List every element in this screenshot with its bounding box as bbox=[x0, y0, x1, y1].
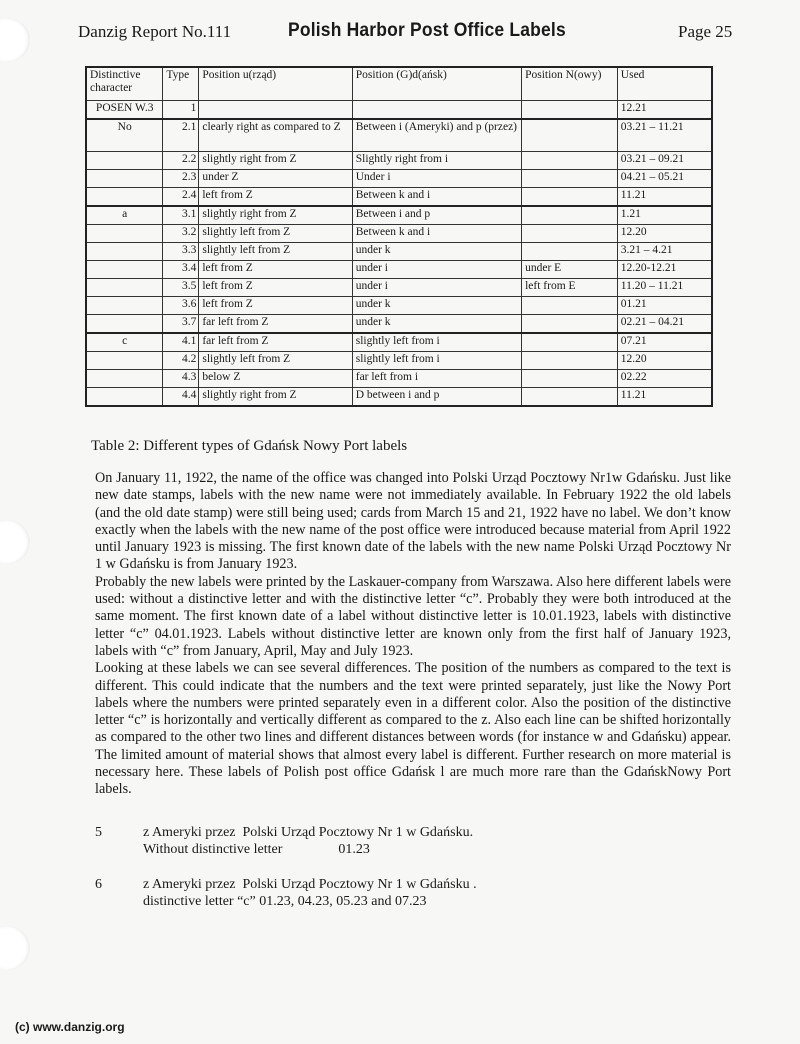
table-row bbox=[86, 119, 712, 152]
table-cell bbox=[522, 225, 618, 243]
table-cell: 02.22 bbox=[617, 370, 712, 388]
table-row bbox=[86, 315, 712, 334]
table-cell bbox=[86, 188, 163, 207]
item-line: Without distinctive letter 01.23 bbox=[143, 842, 370, 857]
table-row bbox=[86, 101, 712, 120]
table-row bbox=[86, 170, 712, 188]
table-cell: under k bbox=[352, 297, 521, 315]
table-row bbox=[86, 370, 712, 388]
table-cell bbox=[86, 170, 163, 188]
table-cell: 1 bbox=[163, 101, 199, 120]
table-cell: 03.21 – 11.21 bbox=[617, 119, 712, 152]
label-types-table bbox=[85, 66, 713, 407]
table-cell bbox=[522, 352, 618, 370]
table-cell bbox=[522, 170, 618, 188]
column-header: Position N(owy) bbox=[522, 67, 618, 101]
table-cell: slightly right from Z bbox=[199, 152, 352, 170]
table-cell bbox=[86, 243, 163, 261]
table-cell: 12.20 bbox=[617, 225, 712, 243]
table-cell: 2.4 bbox=[163, 188, 199, 207]
table-cell bbox=[522, 243, 618, 261]
table-cell: under Z bbox=[199, 170, 352, 188]
table-cell: clearly right as compared to Z bbox=[199, 119, 352, 152]
table-cell: slightly left from Z bbox=[199, 225, 352, 243]
table-cell: below Z bbox=[199, 370, 352, 388]
column-header: Distinctive character bbox=[86, 67, 163, 101]
table-cell: Between i and p bbox=[352, 206, 521, 225]
table-cell bbox=[522, 315, 618, 334]
table-cell bbox=[352, 101, 521, 120]
table-cell: Between i (Ameryki) and p (przez) bbox=[352, 119, 521, 152]
table-cell bbox=[522, 206, 618, 225]
table-cell: Under i bbox=[352, 170, 521, 188]
table-cell bbox=[522, 333, 618, 352]
table-cell: slightly left from i bbox=[352, 333, 521, 352]
table-cell: left from Z bbox=[199, 297, 352, 315]
table-cell: 3.5 bbox=[163, 279, 199, 297]
item-line: z Ameryki przez Polski Urząd Pocztowy Nr 1 w Gdańsku. bbox=[143, 825, 474, 840]
table-cell: Between k and i bbox=[352, 188, 521, 207]
column-header: Position u(rząd) bbox=[199, 67, 352, 101]
table-cell: a bbox=[86, 206, 163, 225]
paragraph: Looking at these labels we can see several differences. The position of the numbers as compared to the text is different. This could indicate that the numbers and the text were printed separately, just like the Nowy Port labels where the numbers were printed separately even in a different color. Also the position of the distinctive letter “c” is horizontally and vertically different as compared to the z. Also each line can be shifted horizontally as compared to the other two lines and different distances between words (for instance w and Gdańsku) appear. The limited amount of material shows that almost every label is different. Further research on more material is necessary here. These labels of Polish post office Gdańsk l are much more rare than the GdańskNowy Port labels. bbox=[95, 660, 731, 798]
table-cell: slightly right from Z bbox=[199, 388, 352, 407]
item-number: 5 bbox=[95, 825, 102, 840]
table-cell bbox=[86, 315, 163, 334]
punch-hole bbox=[0, 520, 30, 564]
table-cell: 12.21 bbox=[617, 101, 712, 120]
paragraph: Probably the new labels were printed by the Laskauer-company from Warszawa. Also here different labels were used: without a distinctive letter and with the distinctive letter “c”. Probably they were both introduced at the same moment. The first known date of a label without distinctive letter is 10.01.1923, labels with distinctive letter “c” 04.01.1923. Labels without distinctive letter are known only from the first half of January 1923, labels with “c” from January, April, May and July 1923. bbox=[95, 573, 731, 659]
table-cell bbox=[86, 388, 163, 407]
page-number: Page 25 bbox=[678, 22, 733, 41]
item-line: distinctive letter “c” 01.23, 04.23, 05.23 and 07.23 bbox=[143, 894, 427, 909]
table-cell: under k bbox=[352, 315, 521, 334]
table-cell: 4.4 bbox=[163, 388, 199, 407]
table-cell: 12.20-12.21 bbox=[617, 261, 712, 279]
table-cell: c bbox=[86, 333, 163, 352]
table-cell: slightly left from Z bbox=[199, 243, 352, 261]
table-header-row bbox=[86, 67, 712, 101]
table-cell: 3.4 bbox=[163, 261, 199, 279]
column-header: Position (G)d(ańsk) bbox=[352, 67, 521, 101]
table-cell: 3.2 bbox=[163, 225, 199, 243]
report-number: Danzig Report No.111 bbox=[78, 22, 232, 41]
table-row bbox=[86, 388, 712, 407]
table-cell: left from E bbox=[522, 279, 618, 297]
table-cell: slightly right from Z bbox=[199, 206, 352, 225]
table-cell: 11.21 bbox=[617, 188, 712, 207]
table-cell: 2.3 bbox=[163, 170, 199, 188]
table-cell: under i bbox=[352, 261, 521, 279]
table-cell: 2.1 bbox=[163, 119, 199, 152]
table-cell bbox=[86, 297, 163, 315]
punch-hole bbox=[0, 926, 30, 970]
table-cell: 01.21 bbox=[617, 297, 712, 315]
table-cell: 11.20 – 11.21 bbox=[617, 279, 712, 297]
table-cell: 3.3 bbox=[163, 243, 199, 261]
table-cell: 2.2 bbox=[163, 152, 199, 170]
table-cell bbox=[199, 101, 352, 120]
table-cell bbox=[522, 370, 618, 388]
table-row bbox=[86, 261, 712, 279]
table-cell: under i bbox=[352, 279, 521, 297]
table-row bbox=[86, 206, 712, 225]
table-cell bbox=[86, 370, 163, 388]
copyright-footer: (c) www.danzig.org bbox=[15, 1020, 125, 1034]
table-cell: Between k and i bbox=[352, 225, 521, 243]
table-row bbox=[86, 279, 712, 297]
table-cell: slightly left from Z bbox=[199, 352, 352, 370]
table-cell: 12.20 bbox=[617, 352, 712, 370]
table-cell: far left from i bbox=[352, 370, 521, 388]
table-cell: 3.1 bbox=[163, 206, 199, 225]
table-cell: 07.21 bbox=[617, 333, 712, 352]
table-cell bbox=[86, 279, 163, 297]
table-cell bbox=[86, 261, 163, 279]
table-cell bbox=[522, 297, 618, 315]
table-cell bbox=[86, 225, 163, 243]
column-header: Type bbox=[163, 67, 199, 101]
table-cell: 3.7 bbox=[163, 315, 199, 334]
table-cell: far left from Z bbox=[199, 333, 352, 352]
table-cell: slightly left from i bbox=[352, 352, 521, 370]
table-cell: 04.21 – 05.21 bbox=[617, 170, 712, 188]
item-line: z Ameryki przez Polski Urząd Pocztowy Nr 1 w Gdańsku . bbox=[143, 877, 477, 892]
table-cell bbox=[86, 152, 163, 170]
table-cell: left from Z bbox=[199, 188, 352, 207]
table-row bbox=[86, 297, 712, 315]
table-row bbox=[86, 352, 712, 370]
punch-hole bbox=[0, 18, 30, 62]
table-cell bbox=[522, 152, 618, 170]
table-row bbox=[86, 243, 712, 261]
table-cell: under E bbox=[522, 261, 618, 279]
item-number: 6 bbox=[95, 877, 102, 892]
table-cell bbox=[522, 101, 618, 120]
table-cell: 4.1 bbox=[163, 333, 199, 352]
table-cell: Slightly right from i bbox=[352, 152, 521, 170]
table-cell: POSEN W.3 bbox=[86, 101, 163, 120]
table-cell: 4.2 bbox=[163, 352, 199, 370]
table-caption: Table 2: Different types of Gdańsk Nowy Port labels bbox=[91, 438, 408, 454]
table-cell: 3.21 – 4.21 bbox=[617, 243, 712, 261]
table-cell bbox=[522, 388, 618, 407]
table-cell: far left from Z bbox=[199, 315, 352, 334]
table-cell bbox=[86, 352, 163, 370]
body-text bbox=[95, 470, 731, 799]
table-cell: left from Z bbox=[199, 261, 352, 279]
table-cell bbox=[522, 188, 618, 207]
column-header: Used bbox=[617, 67, 712, 101]
table-row bbox=[86, 225, 712, 243]
table-cell: 11.21 bbox=[617, 388, 712, 407]
paragraph: On January 11, 1922, the name of the office was changed into Polski Urząd Pocztowy Nr1w Gdańsku. Just like new date stamps, labels with the new name were not immediately available. In February 1922 the old labels (and the old date stamp) were still being used; cards from March 15 and 21, 1922 have no label. We don’t know exactly when the labels with the new name of the post office were introduced because material from April 1922 until January 1923 is missing. The first known date of the labels with the new name Polski Urząd Pocztowy Nr 1 w Gdańsku is from January 1923. bbox=[95, 470, 731, 573]
table-cell: 4.3 bbox=[163, 370, 199, 388]
table-cell: left from Z bbox=[199, 279, 352, 297]
table-row bbox=[86, 333, 712, 352]
table-cell: 03.21 – 09.21 bbox=[617, 152, 712, 170]
table-cell bbox=[522, 119, 618, 152]
table-cell: 3.6 bbox=[163, 297, 199, 315]
table-cell: D between i and p bbox=[352, 388, 521, 407]
table-cell: under k bbox=[352, 243, 521, 261]
page-title: Polish Harbor Post Office Labels bbox=[288, 20, 566, 41]
table-row bbox=[86, 188, 712, 207]
table-cell: 1.21 bbox=[617, 206, 712, 225]
table-row bbox=[86, 152, 712, 170]
table-cell: 02.21 – 04.21 bbox=[617, 315, 712, 334]
table-cell: No bbox=[86, 119, 163, 152]
